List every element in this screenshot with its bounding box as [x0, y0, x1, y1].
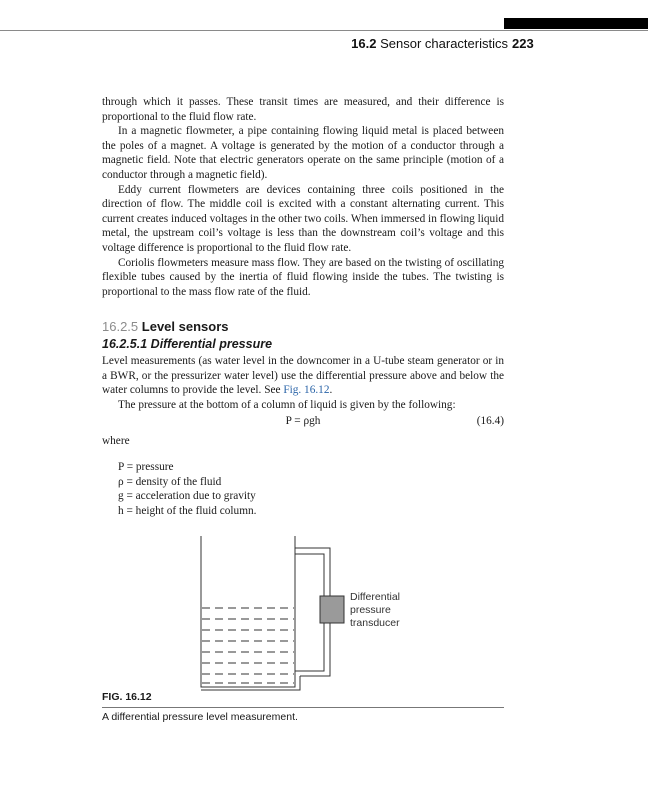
variable-list	[118, 460, 256, 518]
transducer-label-line: pressure	[350, 604, 391, 616]
paragraph-coriolis-flowmeter: Coriolis flowmeters measure mass flow. They are based on the twisting of oscillating flexible tubes caused by the inertia of fluid flowing inside the tubes. The twisting is proportional to the mass flow rate of the fluid.	[102, 256, 504, 298]
running-head-section-number: 16.2	[351, 36, 377, 51]
figure-diagram	[198, 535, 438, 691]
paragraph-eddy-current-flowmeter: Eddy current flowmeters are devices containing three coils positioned in the direction of flow. The middle coil is excited with a constant alternating current. This current creates induced voltages in the other two coils. When immersed in flowing liquid metal, the upstream coil’s voltage is less than the downstream coil’s voltage and this voltage difference is proportional to the fluid flow rate.	[102, 183, 504, 254]
body-text-level	[102, 354, 504, 412]
section-heading	[102, 319, 229, 334]
variable-item: ρ = density of the fluid	[118, 475, 222, 488]
header-rule	[0, 30, 648, 31]
variable-item: P = pressure	[118, 461, 174, 473]
level-text-after: .	[329, 384, 333, 397]
water-level-lines	[202, 608, 294, 683]
section-title: Level sensors	[141, 319, 229, 334]
variable-item: g = acceleration due to gravity	[118, 490, 256, 503]
paragraph-pressure: The pressure at the bottom of a column of liquid is given by the following:	[118, 398, 456, 411]
figure-link[interactable]: Fig. 16.12	[283, 384, 330, 397]
section-number: 16.2.5	[102, 319, 139, 334]
subsection-heading	[102, 337, 272, 351]
variable-item: h = height of the fluid column.	[118, 504, 257, 517]
equation-formula: P = ρgh	[285, 415, 321, 427]
equation-16-4	[102, 415, 504, 430]
transducer-label-line: transducer	[350, 617, 400, 629]
where-label: where	[102, 435, 130, 447]
running-head-section-title: Sensor characteristics	[380, 36, 508, 51]
page-number: 223	[512, 36, 534, 51]
transducer-label-line: Differential	[350, 591, 400, 603]
paragraph-level-measurements	[102, 354, 504, 398]
level-text-before: Level measurements (as water level in the downcomer in a U-tube steam generator or in a BWR, or the pressurizer water level) use the differential pressure above and below the water columns to provide the level. See	[102, 355, 504, 397]
paragraph-continuation: through which it passes. These transit times are measured, and their difference is proportional to the fluid flow rate.	[102, 96, 504, 123]
upper-pressure-tap-line	[295, 548, 330, 596]
header-bar	[504, 18, 648, 29]
figure-caption: A differential pressure level measurement.	[102, 711, 298, 723]
paragraph-magnetic-flowmeter: In a magnetic flowmeter, a pipe containing flowing liquid metal is placed between the poles of a magnet. A voltage is generated by the motion of a conductor through a magnetic field. Note that electric generators operate on the same principle (motion of a conductor through a magnetic field).	[102, 125, 504, 181]
tank-outline	[201, 536, 300, 690]
figure-label: FIG. 16.12	[102, 691, 152, 703]
running-head	[351, 36, 508, 51]
body-text-top	[102, 95, 504, 299]
equation-number: (16.4)	[476, 415, 504, 427]
lower-pressure-tap-line	[295, 623, 330, 676]
figure-caption-rule	[102, 707, 504, 708]
subsection-number: 16.2.5.1	[102, 337, 148, 351]
subsection-title: Differential pressure	[150, 337, 273, 351]
differential-pressure-transducer	[320, 596, 344, 623]
